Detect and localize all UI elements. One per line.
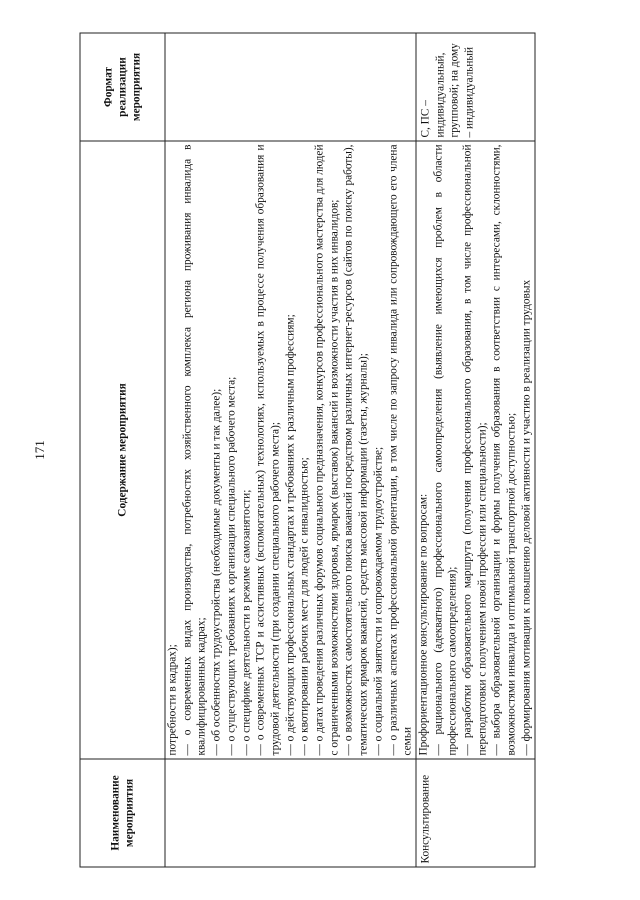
page-number: 171 bbox=[32, 440, 47, 460]
content-line: — разработки образовательного маршрута (получения профессионального образования, в том числе профессиональной переподготовки с получением новой профессии или специальности); bbox=[461, 144, 488, 755]
content-line: — рационального (адекватного) профессионального самоопределения (выявление имеющихся проблем в области профессионального самоопределения); bbox=[431, 144, 459, 755]
header-format: Формат реализации мероприятия bbox=[80, 33, 165, 141]
content-line: — об особенностях трудоустройства (необходимые документы и так далее); bbox=[210, 388, 223, 755]
content-line: — о специфике деятельности в режиме самозанятости; bbox=[239, 489, 252, 755]
rotated-page bbox=[79, 32, 559, 867]
cell-event-content bbox=[165, 141, 416, 759]
cell-event-name bbox=[165, 759, 416, 867]
cell-event-content bbox=[415, 141, 534, 759]
header-content: Содержание мероприятия bbox=[80, 141, 165, 759]
content-line: — формирования мотивации к повышению деловой активности и участию в реализации трудовых bbox=[519, 279, 532, 755]
content-line: — о возможностях самостоятельного поиска вакансий посредством различных интернет-ресурсов (сайтов по поиску работы), тематических ярмарок вакансий, средств массовой информации (газеты, журналы); bbox=[342, 144, 370, 755]
content-line: — о современных видах производства, потребностях хозяйственного комплекса региона проживания инвалида в квалифицированных кадрах; bbox=[180, 144, 208, 755]
content-line: — о датах проведения различных форумов социального предназначения, конкурсов профессионального мастерства для людей с ограниченными возможностями здоровья, ярмарок (выставок) вакансий и возможности участия в них инвалидов; bbox=[313, 144, 340, 755]
cell-format: С, ПС – индивидуальный, групповой; на дому – индивидуальный bbox=[415, 33, 534, 141]
content-line: — о существующих требованиях к организации специального рабочего места; bbox=[224, 376, 237, 755]
content-line: — выбора образовательной организации и формы получения образования в соответствии с интересами, склонностями, возможностями инвалида и оптимальной транспортной доступностью; bbox=[490, 144, 518, 755]
header-name: Наименование мероприятия bbox=[80, 759, 165, 867]
table-header-row bbox=[80, 33, 165, 867]
cell-event-name: Консультирование bbox=[415, 759, 534, 867]
content-line: — о различных аспектах профессиональной ориентации, в том числе по запросу инвалида или сопровождающего его члена семьи bbox=[386, 144, 414, 755]
content-line: Профориентационное консультирование по вопросам: bbox=[416, 493, 429, 755]
table-row bbox=[415, 33, 534, 867]
content-line: — о действующих профессиональных стандартах и требованиях к различным профессиям; bbox=[283, 313, 296, 755]
content-line: — о социальной занятости и сопровождаемом трудоустройстве; bbox=[371, 446, 384, 755]
table-row bbox=[165, 33, 416, 867]
events-table bbox=[79, 32, 535, 867]
cell-format bbox=[165, 33, 416, 141]
content-line: потребности в кадрах); bbox=[166, 643, 178, 755]
content-line: — о квотировании рабочих мест для людей с инвалидностью; bbox=[298, 456, 311, 755]
content-line: — о современных ТСР и ассистивных (вспомогательных) технологиях, используемых в процессе получения образования и трудовой деятельности (при создании специального рабочего места); bbox=[254, 144, 281, 755]
